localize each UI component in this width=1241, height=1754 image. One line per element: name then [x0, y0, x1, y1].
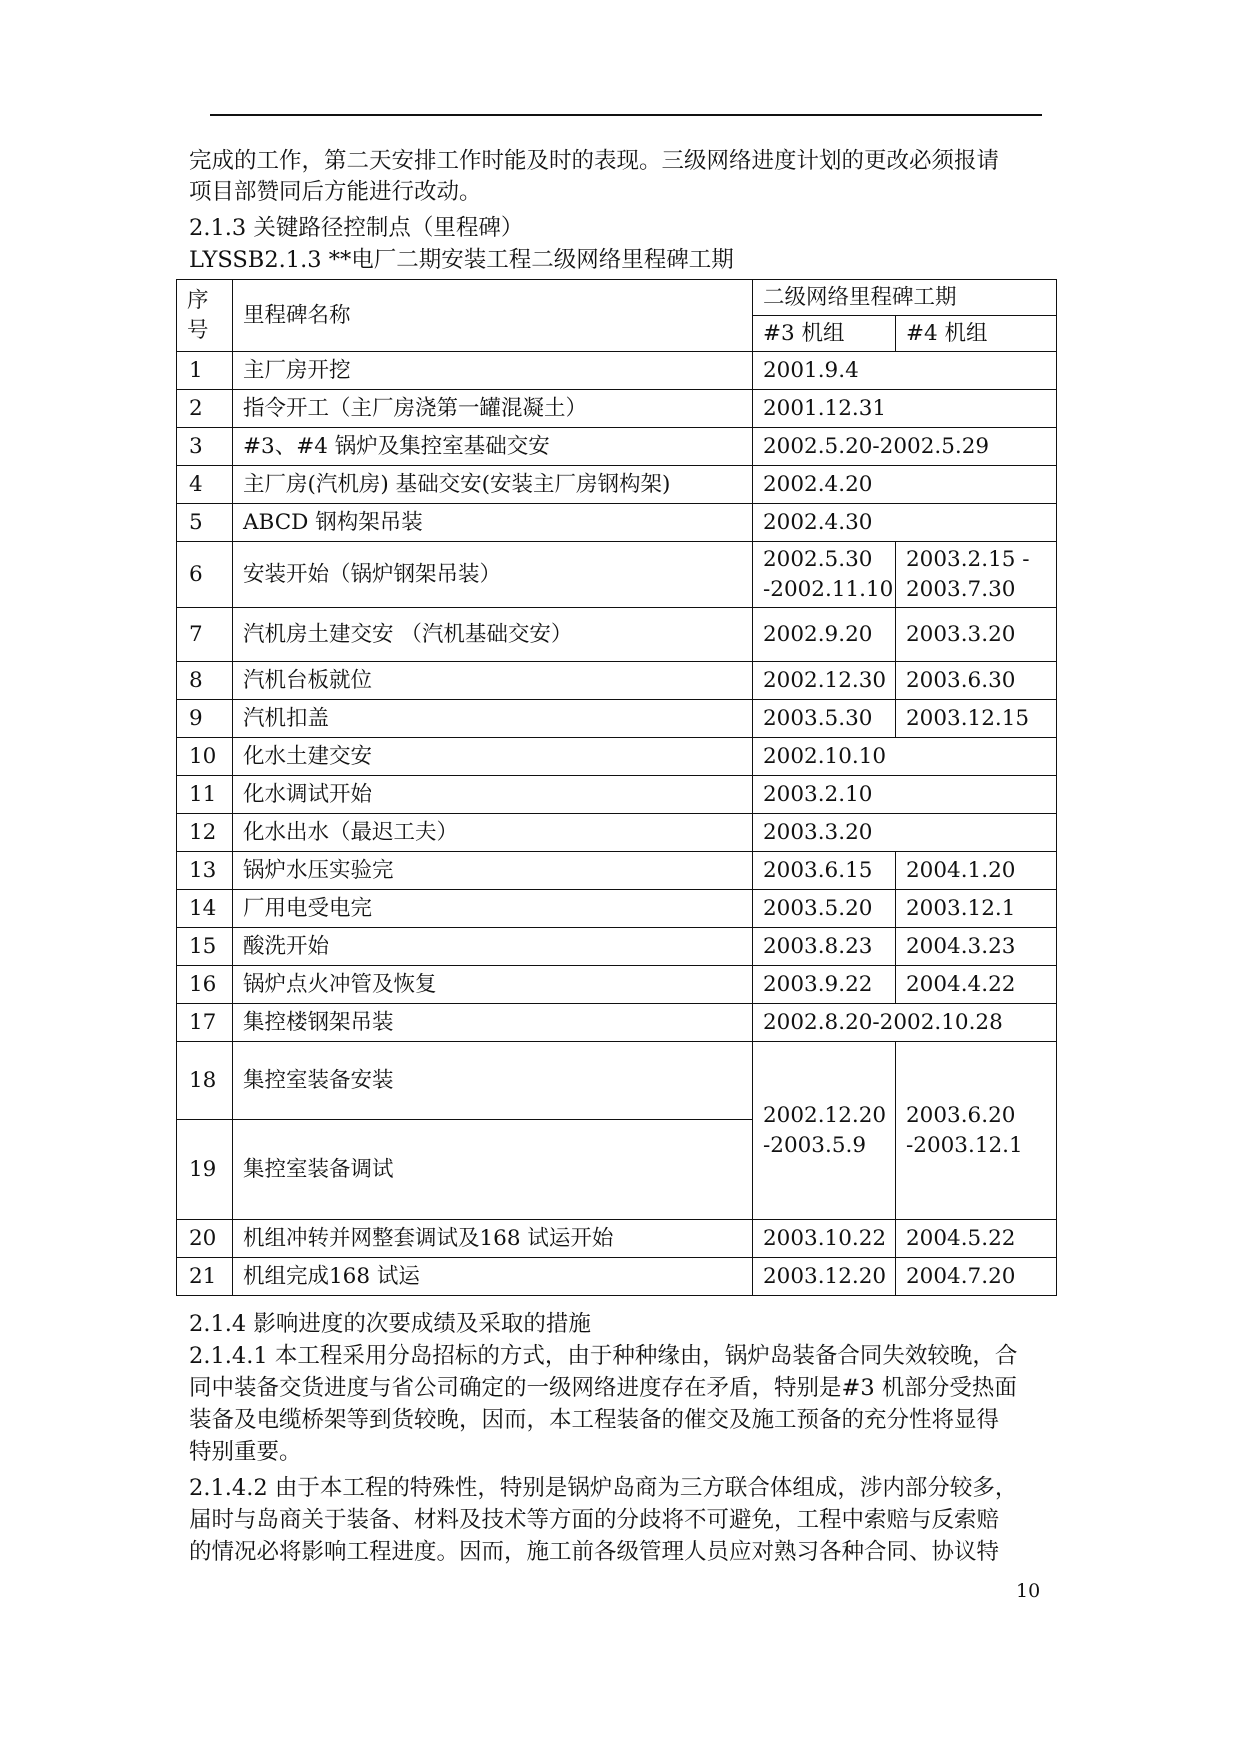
row-number-cell: 7 — [177, 608, 233, 662]
unit3-date-cell: 2002.5.30 -2002.11.10 — [753, 542, 896, 608]
paragraph-line: 项目部赞同后方能进行改动。 — [189, 179, 482, 205]
row-number-cell: 8 — [177, 662, 233, 700]
table-row — [177, 776, 1057, 814]
table-row — [177, 1004, 1057, 1042]
table-row — [177, 700, 1057, 738]
paragraph-line: 同中装备交货进度与省公司确定的一级网络进度存在矛盾，特别是#3 机部分受热面 — [189, 1375, 1017, 1401]
paragraph-line: 届时与岛商关于装备、材料及技术等方面的分歧将不可避免，工程中索赔与反索赔 — [189, 1507, 1000, 1533]
unit4-date-cell: 2003.12.15 — [896, 700, 1057, 738]
header-group-cell: 二级网络里程碑工期 — [753, 280, 1057, 316]
paragraph-line: 装备及电缆桥架等到货较晚，因而，本工程装备的催交及施工预备的充分性将显得 — [189, 1407, 1000, 1433]
row-number-cell: 14 — [177, 890, 233, 928]
header-seq-cell: 序 号 — [177, 280, 233, 352]
table-row — [177, 504, 1057, 542]
paragraph-line: 2.1.4.1 本工程采用分岛招标的方式，由于种种缘由，锅炉岛装备合同失效较晚，合 — [189, 1343, 1018, 1369]
milestone-name-cell: 锅炉水压实验完 — [233, 852, 753, 890]
unit3-date-cell: 2003.10.22 — [753, 1220, 896, 1258]
header-unit4-cell: #4 机组 — [896, 316, 1057, 352]
milestone-date-cell: 2002.4.20 — [753, 466, 1057, 504]
unit3-date-cell: 2003.6.15 — [753, 852, 896, 890]
milestone-name-cell: ABCD 钢构架吊装 — [233, 504, 753, 542]
milestone-date-cell: 2001.12.31 — [753, 390, 1057, 428]
row-number-cell: 16 — [177, 966, 233, 1004]
row-number-cell: 17 — [177, 1004, 233, 1042]
unit4-date-cell: 2004.1.20 — [896, 852, 1057, 890]
header-unit3-cell: #3 机组 — [753, 316, 896, 352]
milestone-date-cell: 2003.2.10 — [753, 776, 1057, 814]
table-row — [177, 542, 1057, 608]
row-number-cell: 18 — [177, 1042, 233, 1120]
header-rule — [210, 114, 1042, 116]
milestone-date-cell: 2002.8.20-2002.10.28 — [753, 1004, 1057, 1042]
unit3-date-cell: 2003.12.20 — [753, 1258, 896, 1296]
unit3-date-cell: 2002.12.20 -2003.5.9 — [753, 1042, 896, 1220]
milestone-date-cell: 2002.4.30 — [753, 504, 1057, 542]
table-row — [177, 1042, 1057, 1120]
milestone-name-cell: 酸洗开始 — [233, 928, 753, 966]
milestone-name-cell: 机组冲转并网整套调试及168 试运开始 — [233, 1220, 753, 1258]
unit4-date-cell: 2003.3.20 — [896, 608, 1057, 662]
unit4-date-cell: 2004.4.22 — [896, 966, 1057, 1004]
table-row — [177, 1220, 1057, 1258]
unit4-date-cell: 2003.2.15 - 2003.7.30 — [896, 542, 1057, 608]
milestone-name-cell: 汽机扣盖 — [233, 700, 753, 738]
table-row — [177, 352, 1057, 390]
unit3-date-cell: 2002.12.30 — [753, 662, 896, 700]
row-number-cell: 2 — [177, 390, 233, 428]
unit3-date-cell: 2003.8.23 — [753, 928, 896, 966]
row-number-cell: 4 — [177, 466, 233, 504]
unit4-date-cell: 2004.5.22 — [896, 1220, 1057, 1258]
milestone-name-cell: 汽机台板就位 — [233, 662, 753, 700]
unit3-date-cell: 2003.9.22 — [753, 966, 896, 1004]
table-row — [177, 280, 1057, 316]
table-row — [177, 890, 1057, 928]
paragraph-line: 完成的工作，第二天安排工作时能及时的表现。三级网络进度计划的更改必须报请 — [189, 148, 1000, 174]
row-number-cell: 12 — [177, 814, 233, 852]
row-number-cell: 11 — [177, 776, 233, 814]
row-number-cell: 10 — [177, 738, 233, 776]
table-row — [177, 852, 1057, 890]
table-row — [177, 814, 1057, 852]
row-number-cell: 15 — [177, 928, 233, 966]
paragraph-line: 的情况必将影响工程进度。因而，施工前各级管理人员应对熟习各种合同、协议特 — [189, 1539, 1000, 1565]
unit4-date-cell: 2003.12.1 — [896, 890, 1057, 928]
row-number-cell: 1 — [177, 352, 233, 390]
row-number-cell: 19 — [177, 1120, 233, 1220]
milestone-name-cell: 集控楼钢架吊装 — [233, 1004, 753, 1042]
milestone-name-cell: #3、#4 锅炉及集控室基础交安 — [233, 428, 753, 466]
row-number-cell: 13 — [177, 852, 233, 890]
row-number-cell: 6 — [177, 542, 233, 608]
milestone-name-cell: 锅炉点火冲管及恢复 — [233, 966, 753, 1004]
milestone-name-cell: 厂用电受电完 — [233, 890, 753, 928]
table-row — [177, 928, 1057, 966]
milestone-name-cell: 指令开工（主厂房浇第一罐混凝土） — [233, 390, 753, 428]
unit4-date-cell: 2003.6.30 — [896, 662, 1057, 700]
milestone-name-cell: 化水出水（最迟工夫） — [233, 814, 753, 852]
unit3-date-cell: 2002.9.20 — [753, 608, 896, 662]
row-number-cell: 21 — [177, 1258, 233, 1296]
milestone-name-cell: 化水土建交安 — [233, 738, 753, 776]
milestone-name-cell: 安装开始（锅炉钢架吊装） — [233, 542, 753, 608]
milestone-name-cell: 化水调试开始 — [233, 776, 753, 814]
row-number-cell: 5 — [177, 504, 233, 542]
unit4-date-cell: 2003.6.20 -2003.12.1 — [896, 1042, 1057, 1220]
table-row — [177, 1258, 1057, 1296]
milestone-name-cell: 集控室装备调试 — [233, 1120, 753, 1220]
milestone-name-cell: 主厂房开挖 — [233, 352, 753, 390]
unit4-date-cell: 2004.3.23 — [896, 928, 1057, 966]
table-row — [177, 966, 1057, 1004]
row-number-cell: 20 — [177, 1220, 233, 1258]
milestone-date-cell: 2003.3.20 — [753, 814, 1057, 852]
milestone-name-cell: 主厂房(汽机房) 基础交安(安装主厂房钢构架) — [233, 466, 753, 504]
header-name-cell: 里程碑名称 — [233, 280, 753, 352]
table-caption: LYSSB2.1.3 **电厂二期安装工程二级网络里程碑工期 — [189, 247, 734, 273]
page-number: 10 — [1016, 1580, 1041, 1602]
table-row — [177, 608, 1057, 662]
table-row — [177, 738, 1057, 776]
section-heading: 2.1.3 关键路径控制点（里程碑） — [189, 215, 524, 241]
paragraph-line: 2.1.4.2 由于本工程的特殊性，特别是锅炉岛商为三方联合体组成，涉内部分较多， — [189, 1475, 1018, 1501]
paragraph-line: 特别重要。 — [189, 1439, 302, 1465]
unit3-date-cell: 2003.5.20 — [753, 890, 896, 928]
table-row — [177, 428, 1057, 466]
row-number-cell: 9 — [177, 700, 233, 738]
row-number-cell: 3 — [177, 428, 233, 466]
milestone-name-cell: 集控室装备安装 — [233, 1042, 753, 1120]
milestone-date-cell: 2001.9.4 — [753, 352, 1057, 390]
unit4-date-cell: 2004.7.20 — [896, 1258, 1057, 1296]
table-row — [177, 466, 1057, 504]
milestone-name-cell: 汽机房土建交安 （汽机基础交安） — [233, 608, 753, 662]
milestone-table — [176, 279, 1057, 1296]
unit3-date-cell: 2003.5.30 — [753, 700, 896, 738]
milestone-date-cell: 2002.10.10 — [753, 738, 1057, 776]
table-row — [177, 390, 1057, 428]
milestone-name-cell: 机组完成168 试运 — [233, 1258, 753, 1296]
table-row — [177, 662, 1057, 700]
section-heading: 2.1.4 影响进度的次要成绩及采取的措施 — [189, 1311, 591, 1337]
milestone-date-cell: 2002.5.20-2002.5.29 — [753, 428, 1057, 466]
